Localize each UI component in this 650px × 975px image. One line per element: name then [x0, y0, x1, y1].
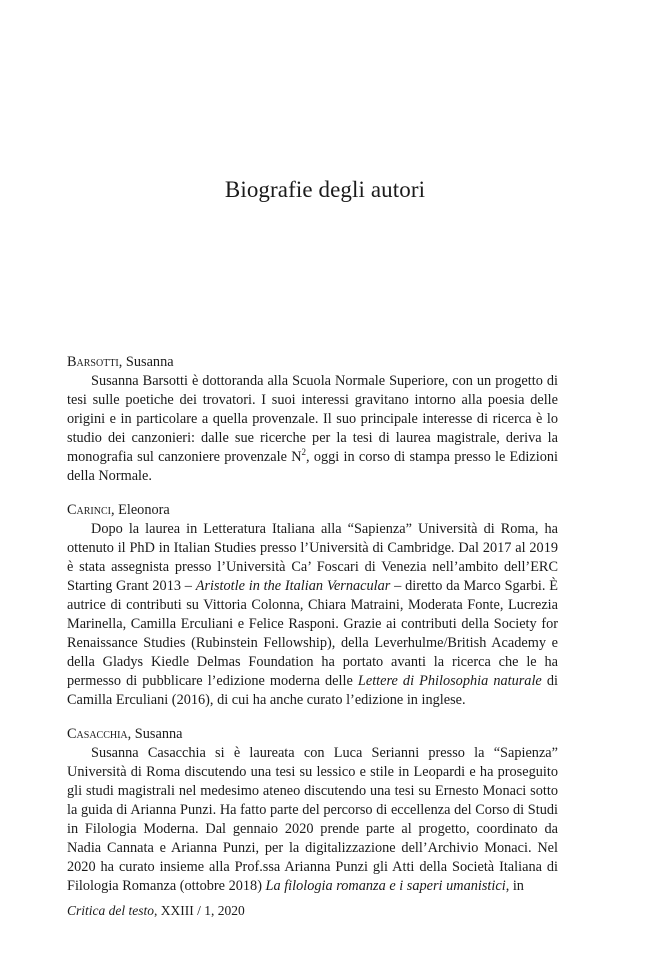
bio-italic-title: Lettere di Philosophia naturale	[357, 673, 542, 690]
author-entries	[67, 353, 558, 910]
bio-italic-title: La filologia romanza e i saperi umanistici	[265, 878, 506, 895]
chapter-title: Biografie degli autori	[224, 177, 426, 202]
journal-title: Critica del testo	[67, 903, 154, 918]
author-surname: Casacchia	[67, 725, 128, 742]
bio-text: Dopo la laurea in Letteratura Italiana alla “Sapienza” Università di Roma, ha ottenuto il PhD in Italian Studies presso l’Università di Cambridge. Dal 2017 al 2019 è stata assegnista presso l’Università Ca’ Foscari di Venezia nell’ambito dell’ERC Starting Grant 2013 –	[67, 520, 558, 594]
bio-italic-title: Aristotle in the Italian Vernacular	[195, 577, 391, 594]
author-entry	[67, 501, 558, 711]
running-footer	[67, 902, 245, 920]
author-bio	[67, 744, 558, 897]
author-name	[67, 501, 558, 520]
author-bio	[67, 372, 558, 487]
bio-text: – diretto da Marco Sgarbi. È autrice di contributi su Vittoria Colonna, Chiara Matraini, Moderata Fonte, Lucrezia Marinella, Camilla Erculiani e Felice Rasponi. Grazie ai contributi della Society for Renaissance Studies (Rubinstein Fellowship), della Leverhulme/British Academy e della Gladys Kiedle Delmas Foundation ha portato avanti la ricerca che le ha permesso di pubblicare l’edizione moderna delle	[67, 577, 558, 690]
journal-issue: , XXIII / 1, 2020	[154, 903, 245, 918]
bio-text: Susanna Casacchia si è laureata con Luca Serianni presso la “Sapienza” Università di Roma discutendo una tesi su lessico e stile in Leopardi e ha proseguito gli studi magistrali nel medesimo ateneo discutendo una tesi su Ernesto Monaci sotto la guida di Arianna Punzi. Ha fatto parte del percorso di eccellenza del Corso di Studi in Filologia Moderna. Dal gennaio 2020 prende parte al progetto, coordinato da Nadia Cannata e Arianna Punzi, per la digitalizzazione dell’Archivio Monaci. Nel 2020 ha curato insieme alla Prof.ssa Arianna Punzi gli Atti della Società Italiana di Filologia Romanza (ottobre 2018)	[67, 744, 558, 895]
author-given-name: , Susanna	[118, 354, 174, 370]
author-given-name: , Eleonora	[110, 501, 170, 518]
bio-text: , in	[505, 878, 524, 895]
author-entry	[67, 725, 558, 897]
author-name	[67, 353, 558, 372]
author-entry	[67, 353, 558, 487]
bio-superscript: 2	[301, 447, 307, 458]
author-surname: Barsotti	[67, 354, 119, 370]
author-surname: Carinci	[67, 501, 111, 518]
bio-text: Susanna Barsotti è dottoranda alla Scuola Normale Superiore, con un progetto di tesi sulle poetiche dei trovatori. I suoi interessi gravitano intorno alla poesia delle origini e in particolare a quella provenzale. Il suo principale interesse di ricerca è lo studio dei canzonieri: dalle sue ricerche per la tesi di laurea magistrale, deriva la monografia sul canzoniere provenzale N	[67, 373, 558, 466]
bio-text: di Camilla Erculiani (2016), di cui ha anche curato l’edizione in inglese.	[67, 673, 558, 709]
author-name	[67, 725, 558, 744]
bio-text: , oggi in corso di stampa presso le Edizioni della Normale.	[67, 449, 558, 485]
author-bio	[67, 520, 558, 711]
author-given-name: , Susanna	[127, 725, 183, 742]
